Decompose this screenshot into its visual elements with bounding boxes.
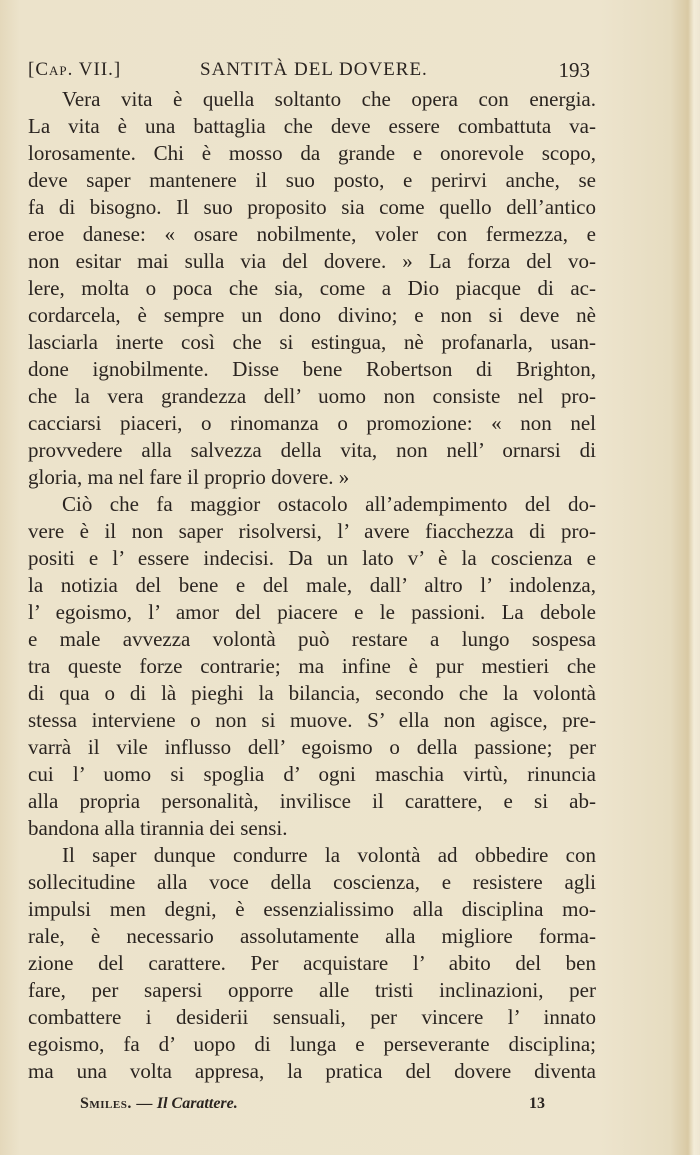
text-line: ma una volta appresa, la pratica del dovere diventa	[28, 1059, 596, 1083]
text-line: di qua o di là pieghi la bilancia, secondo che la volontà	[28, 681, 596, 705]
page-number: 193	[558, 58, 590, 82]
text-line: vere è il non saper risolversi, l’ avere fiacchezza di pro-	[28, 519, 596, 543]
text-line: stessa interviene o non si muove. S’ ella non agisce, pre-	[28, 708, 596, 732]
text-line: eroe danese: « osare nobilmente, voler con fermezza, e	[28, 222, 596, 246]
text-line: done ignobilmente. Disse bene Robertson di Brighton,	[28, 357, 596, 381]
running-header	[28, 58, 596, 82]
text-line: sollecitudine alla voce della coscienza, e resistere agli	[28, 870, 596, 894]
text-line: che la vera grandezza dell’ uomo non consiste nel pro-	[28, 384, 596, 408]
signature-mark: 13	[529, 1095, 545, 1112]
paragraph	[28, 491, 596, 842]
running-title: SANTITÀ DEL DOVERE.	[200, 59, 428, 80]
text-line: varrà il vile influsso dell’ egoismo o della passione; per	[28, 735, 596, 759]
text-line: non esitar mai sulla via del dovere. » La forza del vo-	[28, 249, 596, 273]
text-line: l’ egoismo, l’ amor del piacere e le passioni. La debole	[28, 600, 596, 624]
text-line: alla propria personalità, invilisce il carattere, e si ab-	[28, 789, 596, 813]
footer-author: Smiles. —	[80, 1095, 153, 1112]
page-body	[28, 86, 596, 1085]
text-line: e male avvezza volontà può restare a lungo sospesa	[28, 627, 596, 651]
text-line: fare, per sapersi opporre alle tristi inclinazioni, per	[28, 978, 596, 1002]
footer-book-title: Il Carattere.	[152, 1095, 238, 1112]
text-line: Vera vita è quella soltanto che opera con energia.	[62, 87, 596, 111]
text-line: cui l’ uomo si spoglia d’ ogni maschia virtù, rinuncia	[28, 762, 596, 786]
text-line: cacciarsi piaceri, o rinomanza o promozione: « non nel	[28, 411, 596, 435]
text-line: provvedere alla salvezza della vita, non nell’ ornarsi di	[28, 438, 596, 462]
text-line: la notizia del bene e del male, dall’ altro l’ indolenza,	[28, 573, 596, 597]
text-line: Ciò che fa maggior ostacolo all’adempimento del do-	[62, 492, 596, 516]
text-line: tra queste forze contrarie; ma infine è pur mestieri che	[28, 654, 596, 678]
text-line: lere, molta o poca che sia, come a Dio piacque di ac-	[28, 276, 596, 300]
text-line: bandona alla tirannia dei sensi.	[28, 816, 288, 840]
text-line: lorosamente. Chi è mosso da grande e onorevole scopo,	[28, 141, 596, 165]
text-line: Il saper dunque condurre la volontà ad obbedire con	[62, 843, 596, 867]
text-line: fa di bisogno. Il suo proposito sia come quello dell’antico	[28, 195, 596, 219]
chapter-label: [Cap. VII.]	[28, 59, 122, 80]
text-line: zione del carattere. Per acquistare l’ abito del ben	[28, 951, 596, 975]
text-line: combattere i desiderii sensuali, per vincere l’ innato	[28, 1005, 596, 1029]
text-line: positi e l’ essere indecisi. Da un lato v’ è la coscienza e	[28, 546, 596, 570]
text-line: gloria, ma nel fare il proprio dovere. »	[28, 465, 350, 489]
page-footer	[80, 1094, 545, 1114]
text-line: deve saper mantenere il suo posto, e perirvi anche, se	[28, 168, 596, 192]
text-line: egoismo, fa d’ uopo di lunga e perseverante disciplina;	[28, 1032, 596, 1056]
text-line: lasciarla inerte così che si estingua, nè profanarla, usan-	[28, 330, 596, 354]
text-line: impulsi men degni, è essenzialissimo alla disciplina mo-	[28, 897, 596, 921]
paragraph	[28, 86, 596, 491]
paragraph	[28, 842, 596, 1085]
text-line: cordarcela, è sempre un dono divino; e non si deve nè	[28, 303, 596, 327]
text-line: rale, è necessario assolutamente alla migliore forma-	[28, 924, 596, 948]
text-line: La vita è una battaglia che deve essere combattuta va-	[28, 114, 596, 138]
